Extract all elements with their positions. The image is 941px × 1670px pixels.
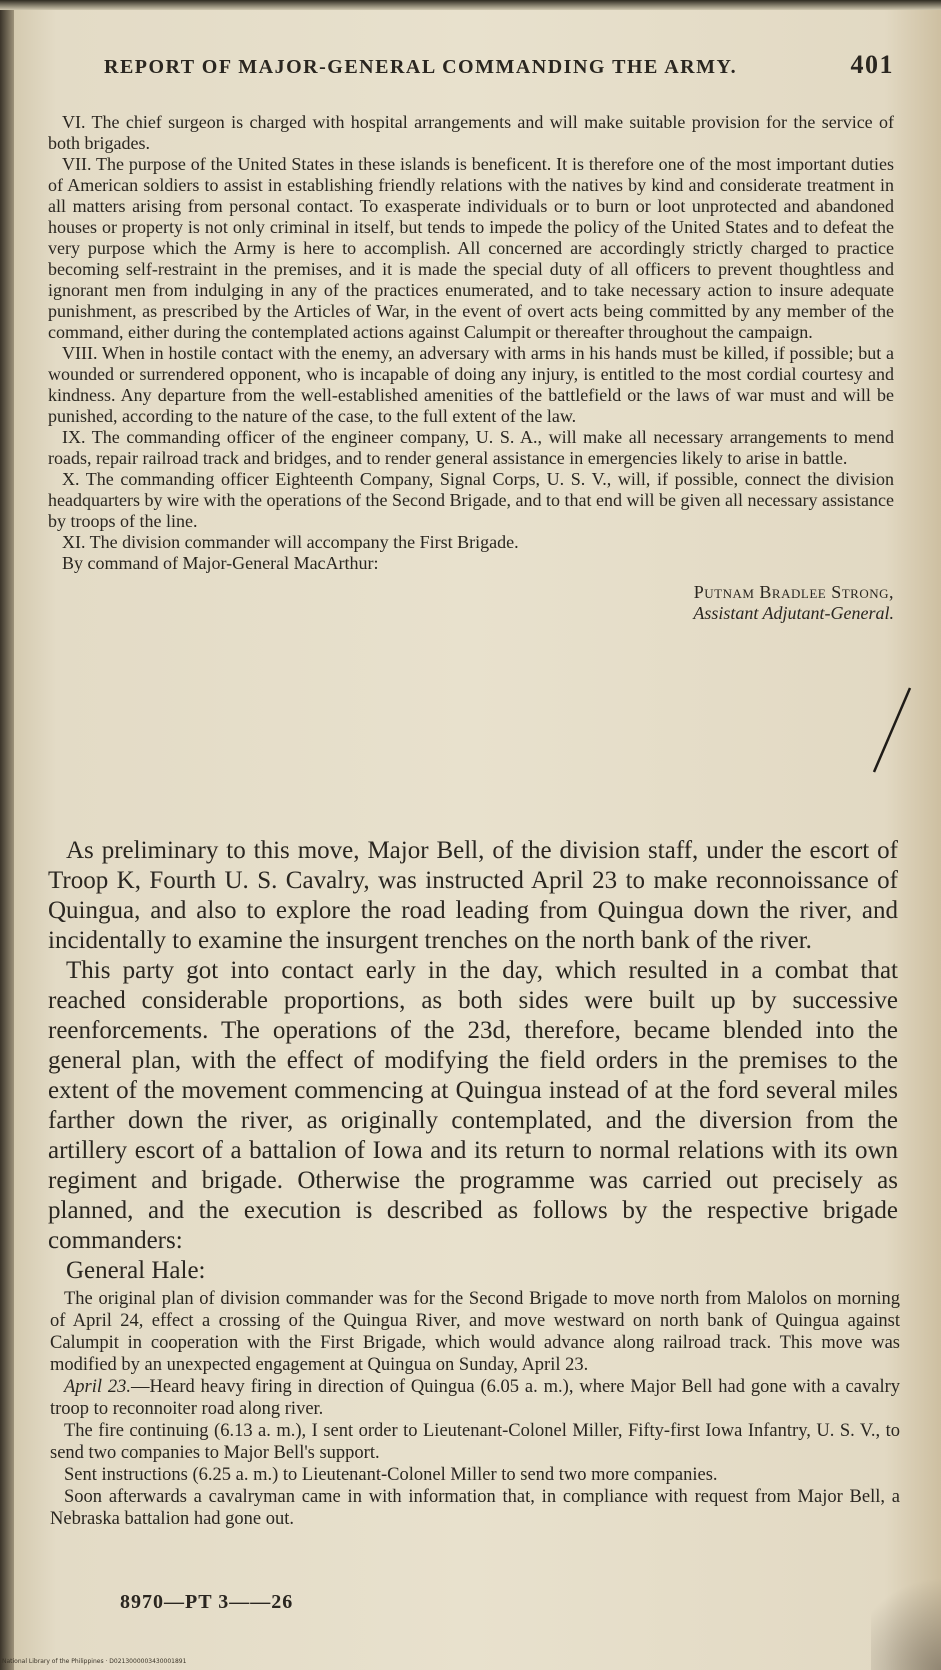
narrative-paragraph: This party got into contact early in the day, which resulted in a combat that reached considerable proportions, as both sides were built up by successive reenforcements. The operations of the 23d, therefore, became blended into the general plan, with the effect of modifying the field orders in the premises to the extent of the movement commencing at Quingua instead of at the ford several miles farther down the river, as originally contemplated, and the diversion from the artillery escort of a battalion of Iowa and its return to normal relations with its own regiment and brigade. Otherwise the programme was carried out precisely as planned, and the execution is described as follows by the respective brigade commanders: — [48, 957, 898, 1254]
pen-checkmark-icon — [872, 686, 912, 776]
report-paragraph: Soon afterwards a cavalryman came in with information that, in compliance with request from Major Bell, a Nebraska battalion had gone out. — [50, 1487, 900, 1529]
page-number: 401 — [850, 50, 894, 79]
printer-signature-mark: 8970—PT 3——26 — [120, 1591, 294, 1613]
page-binding-edge — [0, 0, 14, 1670]
field-orders-section — [48, 112, 894, 624]
report-date: April 23. — [64, 1377, 132, 1397]
signer-name: Putnam Bradlee Strong, — [693, 582, 894, 602]
quoted-report-section — [50, 1288, 900, 1530]
order-paragraph-vi: VI. The chief surgeon is charged with hospital arrangements and will make suitable provision for the service of both brigades. — [48, 112, 894, 153]
narrative-section — [48, 836, 898, 1286]
order-paragraph-xi: XI. The division commander will accompany the First Brigade. — [62, 532, 519, 552]
order-paragraph-ix: IX. The commanding officer of the engineer company, U. S. A., will make all necessary arrangements to mend roads, repair railroad track and bridges, and to render general assistance in emergencies likely to arise in battle. — [48, 427, 894, 468]
by-command-line: By command of Major-General MacArthur: — [62, 553, 379, 573]
narrative-heading: General Hale: — [66, 1257, 206, 1284]
thumb-shadow — [871, 1560, 941, 1670]
report-paragraph — [50, 1376, 900, 1420]
library-stamp: National Library of the Philippines · D0213000003430001891 — [2, 1658, 187, 1665]
report-text: —Heard heavy firing in direction of Quingua (6.05 a. m.), where Major Bell had gone with a cavalry troop to reconnoiter road along river. — [50, 1377, 900, 1419]
header-title: REPORT OF MAJOR-GENERAL COMMANDING THE ARMY. — [104, 56, 738, 78]
report-paragraph: The fire continuing (6.13 a. m.), I sent order to Lieutenant-Colonel Miller, Fifty-first Iowa Infantry, U. S. V., to send two companies to Major Bell's support. — [50, 1421, 900, 1463]
order-paragraph-vii: VII. The purpose of the United States in these islands is beneficent. It is therefore one of the most important duties of American soldiers to assist in establishing friendly relations with the natives by kind and considerate treatment in all matters arising from personal contact. To exasperate individuals or to burn or loot unprotected and abandoned houses or property is not only criminal in itself, but tends to impede the policy of the United States and to defeat the very purpose which the Army is here to accomplish. All concerned are accordingly strictly charged to practice becoming self-restraint in the premises, and it is made the special duty of all officers to prevent thoughtless and ignorant men from indulging in any of the practices enumerated, and to take necessary action to insure adequate punishment, as prescribed by the Articles of War, in the event of overt acts being committed by any member of the command, either during the contemplated actions against Calumpit or thereafter throughout the campaign. — [48, 154, 894, 342]
narrative-paragraph: As preliminary to this move, Major Bell, of the division staff, under the escort of Troop K, Fourth U. S. Cavalry, was instructed April 23 to make reconnoissance of Quingua, and also to explore the road leading from Quingua down the river, and incidentally to examine the insurgent trenches on the north bank of the river. — [48, 837, 898, 954]
running-header — [104, 50, 894, 80]
report-paragraph: The original plan of division commander was for the Second Brigade to move north from Malolos on morning of April 24, effect a crossing of the Quingua River, and move westward on north bank of Quingua against Calumpit in cooperation with the First Brigade, which would advance along railroad track. This move was modified by an unexpected engagement at Quingua on Sunday, April 23. — [50, 1289, 900, 1375]
order-paragraph-viii: VIII. When in hostile contact with the enemy, an adversary with arms in his hands must be killed, if possible; but a wounded or surrendered opponent, who is incapable of doing any injury, is entitled to the most cordial courtesy and kindness. Any departure from the well-established amenities of the battlefield or the laws of war must and will be punished, according to the nature of the case, to the full extent of the law. — [48, 343, 894, 426]
report-paragraph: Sent instructions (6.25 a. m.) to Lieutenant-Colonel Miller to send two more companies. — [64, 1465, 718, 1485]
page-top-edge — [0, 0, 941, 10]
signer-title: Assistant Adjutant-General. — [693, 603, 894, 623]
signature-block — [48, 582, 894, 624]
order-paragraph-x: X. The commanding officer Eighteenth Company, Signal Corps, U. S. V., will, if possible, connect the division headquarters by wire with the operations of the Second Brigade, and to that end will be given all necessary assistance by troops of the line. — [48, 469, 894, 531]
